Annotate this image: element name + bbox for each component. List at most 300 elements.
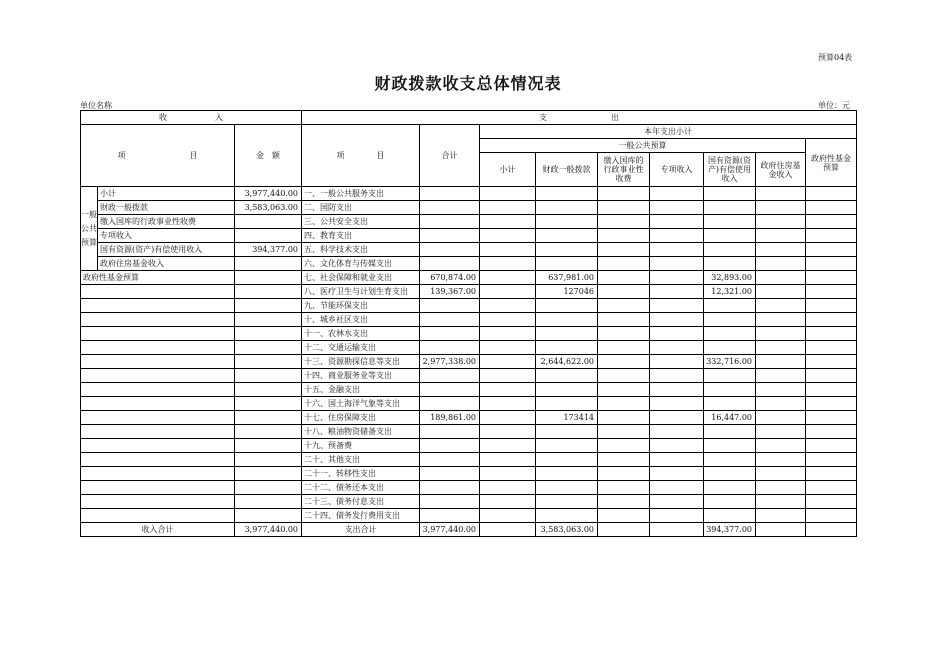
table-row bbox=[81, 467, 857, 481]
special-cell bbox=[650, 215, 704, 229]
income-total-label: 收入合计 bbox=[81, 523, 235, 537]
income-amount-cell bbox=[235, 341, 302, 355]
special-cell bbox=[650, 229, 704, 243]
income-amount-cell: 3,583,063.00 bbox=[235, 201, 302, 215]
subtotal-cell bbox=[480, 453, 536, 467]
state-assets-cell bbox=[704, 215, 756, 229]
fiscal-cell bbox=[536, 257, 598, 271]
totals-row bbox=[81, 523, 857, 537]
unit-name-label: 单位名称 bbox=[80, 101, 112, 110]
fiscal-cell bbox=[536, 187, 598, 201]
income-item-label bbox=[81, 383, 235, 397]
special-cell bbox=[650, 425, 704, 439]
subtotal-header: 小计 bbox=[480, 153, 536, 187]
special-cell bbox=[650, 467, 704, 481]
expense-item-label: 二十四、债务发行费用支出 bbox=[302, 509, 420, 523]
subtotal-cell bbox=[480, 187, 536, 201]
expense-item-label: 二十二、债务还本支出 bbox=[302, 481, 420, 495]
income-total-amount: 3,977,440.00 bbox=[235, 523, 302, 537]
page-title: 财政拨款收支总体情况表 bbox=[374, 74, 562, 93]
housing-cell bbox=[756, 495, 806, 509]
table-row bbox=[81, 341, 857, 355]
fiscal-cell bbox=[536, 481, 598, 495]
expense-total-label: 支出合计 bbox=[302, 523, 420, 537]
special-cell bbox=[650, 439, 704, 453]
fiscal-cell bbox=[536, 327, 598, 341]
total-cell bbox=[420, 229, 480, 243]
housing-cell bbox=[756, 257, 806, 271]
housing-cell bbox=[756, 341, 806, 355]
special-cell bbox=[650, 383, 704, 397]
income-amount-cell bbox=[235, 383, 302, 397]
expense-item-label: 二十一、转移性支出 bbox=[302, 467, 420, 481]
admin-fee-cell bbox=[598, 313, 650, 327]
income-amount-cell bbox=[235, 453, 302, 467]
admin-fee-cell bbox=[598, 439, 650, 453]
total-cell: 670,874.00 bbox=[420, 271, 480, 285]
subtotal-cell bbox=[480, 215, 536, 229]
housing-cell bbox=[756, 187, 806, 201]
total-cell bbox=[420, 257, 480, 271]
fiscal-sum-cell: 3,583,063.00 bbox=[536, 523, 598, 537]
housing-cell bbox=[756, 467, 806, 481]
admin-fee-cell bbox=[598, 411, 650, 425]
income-item-label bbox=[81, 467, 235, 481]
income-item-label: 国有资源(资产)有偿使用收入 bbox=[98, 243, 235, 257]
fiscal-cell: 127046 bbox=[536, 285, 598, 299]
gov-fund-cell bbox=[806, 341, 857, 355]
state-assets-cell bbox=[704, 481, 756, 495]
gov-fund-cell bbox=[806, 299, 857, 313]
subtotal-cell bbox=[480, 271, 536, 285]
gov-fund-cell bbox=[806, 285, 857, 299]
expense-item-label: 六、文化体育与传媒支出 bbox=[302, 257, 420, 271]
table-row bbox=[81, 187, 857, 201]
admin-fee-cell bbox=[598, 285, 650, 299]
admin-fee-sum-cell bbox=[598, 523, 650, 537]
subtotal-cell bbox=[480, 243, 536, 257]
total-cell bbox=[420, 299, 480, 313]
form-number: 预算04表 bbox=[818, 53, 853, 62]
expense-item-label: 十四、商业服务业等支出 bbox=[302, 369, 420, 383]
admin-fee-cell bbox=[598, 453, 650, 467]
table-row bbox=[81, 453, 857, 467]
gov-fund-budget-header: 政府性基金预算 bbox=[806, 139, 857, 187]
fiscal-cell bbox=[536, 299, 598, 313]
state-assets-cell bbox=[704, 187, 756, 201]
housing-sum-cell bbox=[756, 523, 806, 537]
expense-item-label: 八、医疗卫生与计划生育支出 bbox=[302, 285, 420, 299]
gov-fund-cell bbox=[806, 369, 857, 383]
gov-fund-cell bbox=[806, 229, 857, 243]
income-item-label bbox=[81, 327, 235, 341]
subtotal-cell bbox=[480, 411, 536, 425]
fiscal-cell bbox=[536, 397, 598, 411]
subtotal-cell bbox=[480, 481, 536, 495]
housing-cell bbox=[756, 397, 806, 411]
table-row bbox=[81, 285, 857, 299]
expense-item-label: 十五、金融支出 bbox=[302, 383, 420, 397]
subtotal-cell bbox=[480, 439, 536, 453]
housing-cell bbox=[756, 439, 806, 453]
subtotal-cell bbox=[480, 257, 536, 271]
subtotal-sum-cell bbox=[480, 523, 536, 537]
admin-fee-cell bbox=[598, 481, 650, 495]
state-assets-cell bbox=[704, 341, 756, 355]
housing-cell bbox=[756, 481, 806, 495]
admin-fee-cell bbox=[598, 327, 650, 341]
state-assets-cell bbox=[704, 327, 756, 341]
fiscal-cell bbox=[536, 495, 598, 509]
gov-fund-cell bbox=[806, 215, 857, 229]
state-assets-cell bbox=[704, 383, 756, 397]
income-amount-cell bbox=[235, 257, 302, 271]
table-row bbox=[81, 229, 857, 243]
income-item-label: 财政一般拨款 bbox=[98, 201, 235, 215]
income-item-label bbox=[81, 285, 235, 299]
income-item-label bbox=[81, 355, 235, 369]
table-row bbox=[81, 369, 857, 383]
admin-fee-cell bbox=[598, 509, 650, 523]
total-cell bbox=[420, 425, 480, 439]
expense-item-label: 一、一般公共服务支出 bbox=[302, 187, 420, 201]
total-cell bbox=[420, 201, 480, 215]
state-assets-cell bbox=[704, 369, 756, 383]
total-cell: 139,367.00 bbox=[420, 285, 480, 299]
table-row bbox=[81, 355, 857, 369]
admin-fee-cell bbox=[598, 243, 650, 257]
income-amount-cell bbox=[235, 467, 302, 481]
admin-fee-cell bbox=[598, 187, 650, 201]
gov-fund-cell bbox=[806, 201, 857, 215]
table-row bbox=[81, 411, 857, 425]
income-item-label bbox=[81, 495, 235, 509]
income-amount-cell bbox=[235, 495, 302, 509]
housing-cell bbox=[756, 271, 806, 285]
expense-item-label: 五、科学技术支出 bbox=[302, 243, 420, 257]
table-row bbox=[81, 383, 857, 397]
total-cell bbox=[420, 369, 480, 383]
gov-fund-cell bbox=[806, 243, 857, 257]
income-amount-cell bbox=[235, 509, 302, 523]
table-row bbox=[81, 425, 857, 439]
state-assets-sum-cell: 394,377.00 bbox=[704, 523, 756, 537]
housing-cell bbox=[756, 299, 806, 313]
fiscal-cell bbox=[536, 243, 598, 257]
gov-fund-cell bbox=[806, 481, 857, 495]
expense-item-label: 十八、粮油物资储备支出 bbox=[302, 425, 420, 439]
gov-fund-cell bbox=[806, 257, 857, 271]
state-assets-cell bbox=[704, 439, 756, 453]
income-amount-cell bbox=[235, 439, 302, 453]
total-cell bbox=[420, 453, 480, 467]
housing-cell bbox=[756, 327, 806, 341]
admin-fee-cell bbox=[598, 215, 650, 229]
total-header: 合计 bbox=[420, 125, 480, 187]
table-row bbox=[81, 257, 857, 271]
income-amount-cell bbox=[235, 411, 302, 425]
income-amount-header: 金 额 bbox=[235, 125, 302, 187]
expense-item-label: 十三、资源勘探信息等支出 bbox=[302, 355, 420, 369]
special-cell bbox=[650, 243, 704, 257]
gov-fund-sum-cell bbox=[806, 523, 857, 537]
income-item-label bbox=[81, 481, 235, 495]
expense-item-label: 七、社会保障和就业支出 bbox=[302, 271, 420, 285]
unit-label: 单位：元 bbox=[818, 101, 850, 110]
admin-fee-cell bbox=[598, 299, 650, 313]
fiscal-cell bbox=[536, 439, 598, 453]
housing-cell bbox=[756, 285, 806, 299]
table-row bbox=[81, 313, 857, 327]
fiscal-cell: 2,644,622.00 bbox=[536, 355, 598, 369]
fiscal-cell bbox=[536, 369, 598, 383]
expense-item-header: 项 目 bbox=[302, 125, 420, 187]
special-cell bbox=[650, 201, 704, 215]
subtotal-cell bbox=[480, 495, 536, 509]
gov-fund-cell bbox=[806, 453, 857, 467]
subtotal-cell bbox=[480, 341, 536, 355]
gov-fund-cell bbox=[806, 495, 857, 509]
admin-fee-cell bbox=[598, 201, 650, 215]
fiscal-cell bbox=[536, 341, 598, 355]
income-item-label bbox=[81, 439, 235, 453]
total-cell bbox=[420, 215, 480, 229]
admin-fee-cell bbox=[598, 271, 650, 285]
admin-fee-cell bbox=[598, 355, 650, 369]
admin-fee-cell bbox=[598, 495, 650, 509]
state-assets-cell bbox=[704, 313, 756, 327]
subtotal-cell bbox=[480, 467, 536, 481]
income-amount-cell bbox=[235, 285, 302, 299]
income-amount-cell bbox=[235, 271, 302, 285]
special-cell bbox=[650, 271, 704, 285]
state-assets-cell: 332,716.00 bbox=[704, 355, 756, 369]
fiscal-cell bbox=[536, 201, 598, 215]
income-item-label bbox=[81, 341, 235, 355]
special-cell bbox=[650, 509, 704, 523]
income-item-label: 缴入国库的行政事业性收费 bbox=[98, 215, 235, 229]
total-cell bbox=[420, 439, 480, 453]
gov-fund-cell bbox=[806, 411, 857, 425]
state-assets-cell bbox=[704, 495, 756, 509]
total-cell bbox=[420, 313, 480, 327]
table-row bbox=[81, 481, 857, 495]
housing-cell bbox=[756, 201, 806, 215]
income-amount-cell bbox=[235, 369, 302, 383]
housing-cell bbox=[756, 383, 806, 397]
subtotal-cell bbox=[480, 509, 536, 523]
total-cell bbox=[420, 495, 480, 509]
expense-item-label: 四、教育支出 bbox=[302, 229, 420, 243]
table-row bbox=[81, 271, 857, 285]
gov-fund-cell bbox=[806, 187, 857, 201]
gov-fund-cell bbox=[806, 355, 857, 369]
income-item-label bbox=[81, 509, 235, 523]
expense-header: 支 出 bbox=[302, 111, 857, 125]
total-cell bbox=[420, 481, 480, 495]
admin-fee-cell bbox=[598, 341, 650, 355]
fiscal-cell bbox=[536, 215, 598, 229]
gov-fund-cell bbox=[806, 313, 857, 327]
housing-cell bbox=[756, 425, 806, 439]
housing-cell bbox=[756, 243, 806, 257]
housing-cell bbox=[756, 229, 806, 243]
gov-fund-cell bbox=[806, 439, 857, 453]
special-cell bbox=[650, 285, 704, 299]
budget-table bbox=[80, 110, 857, 537]
total-sum-cell: 3,977,440.00 bbox=[420, 523, 480, 537]
total-cell: 2,977,338.00 bbox=[420, 355, 480, 369]
total-cell bbox=[420, 341, 480, 355]
table-row bbox=[81, 243, 857, 257]
fiscal-cell: 173414 bbox=[536, 411, 598, 425]
fiscal-cell bbox=[536, 467, 598, 481]
income-item-label: 政府住房基金收入 bbox=[98, 257, 235, 271]
state-assets-cell: 32,893.00 bbox=[704, 271, 756, 285]
income-amount-cell bbox=[235, 313, 302, 327]
total-cell bbox=[420, 467, 480, 481]
expense-item-label: 十二、交通运输支出 bbox=[302, 341, 420, 355]
subtotal-cell bbox=[480, 201, 536, 215]
income-amount-cell bbox=[235, 481, 302, 495]
expense-item-label: 三、公共安全支出 bbox=[302, 215, 420, 229]
state-assets-cell bbox=[704, 229, 756, 243]
state-assets-cell bbox=[704, 201, 756, 215]
admin-fee-cell bbox=[598, 397, 650, 411]
income-item-label bbox=[81, 313, 235, 327]
state-assets-cell bbox=[704, 509, 756, 523]
admin-fee-cell bbox=[598, 383, 650, 397]
income-item-label bbox=[81, 369, 235, 383]
expense-item-label: 十七、住房保障支出 bbox=[302, 411, 420, 425]
special-cell bbox=[650, 341, 704, 355]
gov-fund-cell bbox=[806, 467, 857, 481]
subtotal-cell bbox=[480, 397, 536, 411]
special-cell bbox=[650, 411, 704, 425]
fiscal-cell bbox=[536, 509, 598, 523]
special-cell bbox=[650, 355, 704, 369]
fiscal-cell bbox=[536, 383, 598, 397]
income-item-label bbox=[81, 453, 235, 467]
fiscal-cell bbox=[536, 453, 598, 467]
table-row bbox=[81, 397, 857, 411]
income-item-label bbox=[81, 411, 235, 425]
total-cell bbox=[420, 243, 480, 257]
admin-fee-cell bbox=[598, 467, 650, 481]
state-assets-cell: 12,321.00 bbox=[704, 285, 756, 299]
subtotal-cell bbox=[480, 299, 536, 313]
expense-item-label: 十一、农林水支出 bbox=[302, 327, 420, 341]
expense-item-label: 十六、国土海洋气象等支出 bbox=[302, 397, 420, 411]
special-cell bbox=[650, 397, 704, 411]
fiscal-cell bbox=[536, 229, 598, 243]
table-row bbox=[81, 439, 857, 453]
expense-item-label: 二十三、债务付息支出 bbox=[302, 495, 420, 509]
state-assets-cell bbox=[704, 397, 756, 411]
special-cell bbox=[650, 187, 704, 201]
fiscal-cell bbox=[536, 313, 598, 327]
table-row bbox=[81, 509, 857, 523]
admin-fee-header: 缴入国库的行政事业性收费 bbox=[598, 153, 650, 187]
total-cell bbox=[420, 383, 480, 397]
housing-cell bbox=[756, 313, 806, 327]
special-cell bbox=[650, 299, 704, 313]
state-assets-cell bbox=[704, 467, 756, 481]
state-assets-header: 国有资源(资产)有偿使用收入 bbox=[704, 153, 756, 187]
housing-cell bbox=[756, 453, 806, 467]
table-row bbox=[81, 299, 857, 313]
housing-cell bbox=[756, 355, 806, 369]
table-row bbox=[81, 495, 857, 509]
total-cell bbox=[420, 187, 480, 201]
housing-fund-header: 政府住房基金收入 bbox=[756, 153, 806, 187]
total-cell bbox=[420, 327, 480, 341]
admin-fee-cell bbox=[598, 257, 650, 271]
income-item-label bbox=[81, 397, 235, 411]
state-assets-cell bbox=[704, 299, 756, 313]
special-income-header: 专项收入 bbox=[650, 153, 704, 187]
gov-fund-cell bbox=[806, 397, 857, 411]
income-amount-cell bbox=[235, 397, 302, 411]
income-amount-cell: 394,377.00 bbox=[235, 243, 302, 257]
expense-item-label: 十、城乡社区支出 bbox=[302, 313, 420, 327]
housing-cell bbox=[756, 509, 806, 523]
table-row bbox=[81, 327, 857, 341]
special-cell bbox=[650, 313, 704, 327]
subtotal-cell bbox=[480, 355, 536, 369]
housing-cell bbox=[756, 411, 806, 425]
expense-item-label: 二十、其他支出 bbox=[302, 453, 420, 467]
income-item-label bbox=[81, 299, 235, 313]
income-amount-cell bbox=[235, 229, 302, 243]
fiscal-cell: 637,981.00 bbox=[536, 271, 598, 285]
admin-fee-cell bbox=[598, 369, 650, 383]
fiscal-header: 财政一般拨款 bbox=[536, 153, 598, 187]
income-item-label: 专项收入 bbox=[98, 229, 235, 243]
special-cell bbox=[650, 327, 704, 341]
gov-fund-cell bbox=[806, 327, 857, 341]
special-cell bbox=[650, 481, 704, 495]
year-subtotal-header: 本年支出小计 bbox=[480, 125, 857, 139]
table-row bbox=[81, 215, 857, 229]
general-budget-group-label: 一般公共预算 bbox=[81, 187, 98, 271]
expense-item-label: 九、节能环保支出 bbox=[302, 299, 420, 313]
subtotal-cell bbox=[480, 369, 536, 383]
total-cell: 189,861.00 bbox=[420, 411, 480, 425]
gov-fund-cell bbox=[806, 425, 857, 439]
income-item-label: 政府性基金预算 bbox=[81, 271, 235, 285]
state-assets-cell bbox=[704, 243, 756, 257]
state-assets-cell bbox=[704, 453, 756, 467]
total-cell bbox=[420, 509, 480, 523]
fiscal-cell bbox=[536, 425, 598, 439]
income-amount-cell bbox=[235, 425, 302, 439]
income-amount-cell bbox=[235, 355, 302, 369]
subtotal-cell bbox=[480, 425, 536, 439]
subtotal-cell bbox=[480, 229, 536, 243]
income-item-header: 项 目 bbox=[81, 125, 235, 187]
table-row bbox=[81, 201, 857, 215]
admin-fee-cell bbox=[598, 229, 650, 243]
income-amount-cell bbox=[235, 299, 302, 313]
gov-fund-cell bbox=[806, 383, 857, 397]
general-budget-header: 一般公共预算 bbox=[480, 139, 806, 153]
income-amount-cell: 3,977,440.00 bbox=[235, 187, 302, 201]
expense-item-label: 十九、预备费 bbox=[302, 439, 420, 453]
housing-cell bbox=[756, 369, 806, 383]
housing-cell bbox=[756, 215, 806, 229]
gov-fund-cell bbox=[806, 271, 857, 285]
